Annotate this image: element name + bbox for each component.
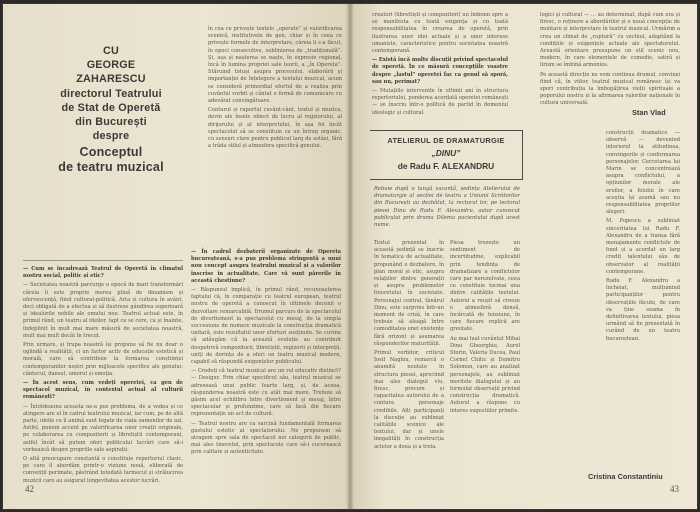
- atelier-play-title: „DINU”: [431, 148, 461, 158]
- paragraph: M. Popescu a subliniat sinceritatea lui Radu F. Alexandru de a tranșa fără menajamente conflictele de fond și a acordat un larg credit talentului său de observator al realității contemporane.: [606, 218, 680, 275]
- question: — În cadrul dezbaterii organizate de Opereta bucureșteană, s-a pus problema stringentă a unui nou concept asupra teatrului muzical și a valorilor înscrise în actualitate. Care vă sunt părerile în această chestiune?: [191, 249, 341, 284]
- paragraph: Pe această direcție ne vom continua drumul, convinși fiind că, în viitor, teatrul muzical românesc își va spori contribuția la îmbogățirea vieții spirituale a poporului nostru și la afirmarea valorilor naționale în cultura universală.: [540, 71, 680, 107]
- left-column-top: [208, 26, 342, 246]
- title-line: Conceptul: [79, 145, 143, 160]
- page-number: 42: [25, 484, 34, 494]
- left-page: [3, 4, 350, 509]
- right-col-b-top: [540, 12, 680, 122]
- right-col-a-top: [372, 12, 508, 118]
- title-line: CU: [103, 45, 119, 57]
- interview-title-box: [36, 44, 186, 252]
- right-column-bottom: [191, 249, 341, 481]
- question: — Există încă multe discuții privind spectacolul de operetă. În ce măsură concepțiile voastre despre „lastul” operetei fac ca genul să sporă, sau nu, perimat?: [372, 57, 509, 85]
- divider: [23, 260, 183, 261]
- paragraph: Au mai luat cuvântul Mihai Dinu Gheorghiu, Aurel Storin, Valeria Ducea, Paul Cornel Chitic și Dumitru Solomon, care au analizat personajele, au subliniat meritele dialogului și au formulat observații privind construcția dramatică. Autorul a răspuns cu interes sugestiilor primite.: [450, 335, 521, 414]
- atelier-author: de Radu F. ALEXANDRU: [397, 161, 495, 171]
- paragraph: Radu F. Alexandru a încheiat, mulțumind participanților pentru observațiile făcute, de care va ține seama în definitivarea textului, piesa urmând să fie prezentată în curând de un teatru bucureștean.: [606, 278, 680, 342]
- answer: — Răspunsul implică, în primul rând, recunoașterea faptului că, în comparație cu teatrul european, teatrul nostru de operetă a cunoscut în ultimele decenii o dezvoltare remarcabilă. Drumul parcurs de la spectacolul de divertisment la spectacolul cu mesaj, de la simpla succesiune de numere muzicale la construcția dramatică unitară, este rezultatul unor eforturi susținute. Se cuvine să adăugăm că la această evoluție au contribuit deopotrivă compozitorii, libretiștii, regizorii și interpreții, uniți de dorința de a oferi un teatru muzical modern, capabil să răspundă exigențelor publicului.: [191, 287, 341, 366]
- paragraph: Textul prezentat în această ședință se înscrie în tematica de actualitate, propunând o dezbatere, în plan moral și etic, asupra relațiilor dintre generații și asupra problemelor tineretului în societate. Personajul central, tânărul Dinu, este surprins într-un moment de criză, în care trebuie să aleagă între comoditatea unei existențe fără orizont și asumarea răspunderilor maturității.: [374, 240, 444, 347]
- title-line: despre: [92, 130, 130, 143]
- left-column-bottom: [23, 266, 184, 484]
- paragraph: Conturul și raportul cuvânt-cânt, textul și muzica, devin ele însele obiect de lucru al regizorului, al dirijorului și al interpretului, în așa fel încât spectacolul să se constituie ca un întreg organic, cu sensuri clare pentru publicul larg de astăzi, fără a trăda stilul și atmosfera specifică genului.: [208, 107, 342, 150]
- atelier-col-1: [374, 240, 444, 480]
- right-page: [350, 4, 697, 509]
- title-line: ZAHARESCU: [76, 73, 146, 86]
- paragraph: în cea ce privește textele „operate” și valorificarea scenică, institutivele de gen, chiar și în ceea ce privește formele de interpretare, căreia li s-a făcut, în epoci consecutive, sublinierea de „tradițională”. Și, așa și nașterea se naște, în expresie regional, încă în lumina propriei sale teorii, a „în Opereta”. Stăruind totuși asupra procesului, elaborării și importanței de înțelegere a textului muzical, acum se consideră primordial efortul de a realiza prin cuvântul vorbit și cântat o formă de comunicare cu adevărat convingătoare.: [208, 26, 342, 105]
- author-signature: Cristina Constantiniu: [588, 472, 663, 481]
- magazine-spread: [3, 4, 697, 509]
- paragraph: Primul vorbitor, criticul Iosif Naghiu, remarcă o anumită noutate în structura piesei, apreciind mai ales dialogul viu, firesc, precum și capacitatea autorului de a contura personaje credibile. Alți participanți la discuție au subliniat calitățile scenice ale textului, dar și unele inegalități în construcția actelor a doua și a treia.: [374, 350, 444, 450]
- question: — Cum se încadrează Teatrul de Operetă în climatul nostru social, politic și etic?: [23, 266, 183, 280]
- atelier-col-3: [606, 130, 680, 470]
- atelier-intro: Rebuie după o lungă vacanță, ședința Atelierului de dramaturgie al secției de teatru a Uniunii Scriitorilor din București au dezbătut, la rectorul lor, pe lectorul piesei Dinu de Radu F. Alexandru, autor cunoscut publicului prin drama Dilema pacientului după acest nume.: [374, 186, 520, 229]
- question: — În acest sens, cum vedeți operetei, ca gen de spectacol muzical, în contextul actual al culturii românești?: [23, 380, 183, 401]
- answer: — Teatrul nostru are ca sarcină fundamentală formarea gustului estetic al spectatorului. Ne propunem să atragem spre sala de spectacol noi categorii de public, mai ales tineretul, prin spectacole care să-i cucerească prin calitate și autenticitate.: [191, 420, 341, 456]
- author-signature: Stan Vlad: [632, 108, 666, 117]
- paragraph: Piesa trezește un sentiment de incertitudine, explicabil prin tendința de dramatizare a conflictelor care par nerezolvate, ceea ce constituie tocmai una dintre calitățile textului. Autorul a reușit să creeze o atmosferă densă, încărcată de tensiune, în care fiecare replică are greutate.: [450, 240, 520, 333]
- book-gutter: [346, 4, 354, 509]
- title-line: de Stat de Operetă: [61, 101, 161, 114]
- answer: — Credeți că teatrul muzical are un rol educativ distinct? — Desigur. Prin chiar specificul său, teatrul muzical se adresează unui public foarte larg, și, de aceea, răspunderea noastră este cu atât mai mare. Trebuie să găsim acel echilibru între divertisment și mesaj, între spectacular și profunzime, care să facă din fiecare reprezentație un act de cultură.: [191, 368, 341, 418]
- paragraph: creatori (librettiști și compozitori) un îndemn spre a se manifesta cu toată exigența și cu toată responsabilitatea în crearea de operetă, prin ilustrarea unor idei actuale și a unor interese umaniste, caracteristice pentru societatea noastră contemporană.: [372, 12, 508, 55]
- answer: O altă preocupare constantă o constituie repertoriul clasic, pe care îl abordăm printr-o viziune nouă, eliberată de convenții perimate, păstrând totodată farmecul și strălucirea muzicii care au asigurat longevitatea acestor lucrări.: [23, 456, 183, 484]
- title-line: directorul Teatrului: [60, 87, 162, 100]
- paragraph: logici și cultural — ... au determinat, după cum era și firesc, o reținere a abordărilor și o nouă concepție de montare și interpretare în teatrul muzical. Urmărim a crea un climat de „ruptură” cu vechiul, adaptând la condițiile și exigențele actuale ale spectatorului. Această orientare presupune un stil scenic nou, modern, în care elementele de comedie, satiră și lirism se îmbină armonios.: [540, 12, 680, 69]
- title-line: din București: [75, 116, 147, 129]
- interview-title: [36, 44, 186, 174]
- title-line: de teatru muzical: [58, 159, 164, 174]
- answer: — Societatea noastră parcurge o epocă de mari transformări căreia îi este proprie mereu plină de dinamism și efervescență, fiind cultural-politică. Arta și cultura în avânt, deci obligată de a efectua și să ilustreze gândirea superioară și idealurile nobile ale omului nou. Teatrul actual este, în primul rând, un teatru al ideilor, fapt ce se cere, ca și înainte, îndeplinit în mult mai mare măsură de societatea noastră, mult mai mult decât în trecut.: [23, 282, 183, 339]
- answer: — Mutațiile intervenite în ultimii ani în structura repertoriului, ponderea acordată operetei românești — se înscriu într-o politică de partid în domeniul ideologic și cultural.: [372, 88, 508, 116]
- answer: — Întotdeauna aceasta ne-a pus problema, de a vedea și ce atingere are el în cadrul teatrului muzical, iar cum, pe de altă parte, ideile ce îl animă sunt legate de viața oamenilor de azi. Astfel, punem accent pe valorificarea unor creații originale, pe colaborarea cu compozitorii și libretiștii contemporani, astfel încât să putem oferi publicului lucrări care să-i vorbească despre propriile sale aspirații.: [23, 403, 184, 453]
- answer: Prin urmare, și trupa noastră își propune să fie nu doar o oglindă a realității, ci un factor activ de educație estetică și morală, care să contribuie la formarea conștiinței contemporanilor noștri prin mijloacele specifice ale genului: cântecul, dansul, umorul și emoția.: [23, 342, 183, 377]
- page-number: 43: [670, 484, 679, 494]
- title-line: GEORGE: [86, 59, 136, 72]
- paragraph: construcții dramatice — observă — devenind interiorul la atitudinea, convingerile și conformarea personajelor. Cercetarea lui Marin se concentrează asupra conflictului, a opțiunilor morale ale eroilor, a felului în care aceștia își asumă sau nu responsabilitatea propriilor alegeri.: [606, 130, 680, 216]
- atelier-col-2: [450, 240, 520, 480]
- atelier-heading: [372, 136, 520, 171]
- atelier-title: ATELIERUL DE DRAMATURGIE: [387, 136, 505, 145]
